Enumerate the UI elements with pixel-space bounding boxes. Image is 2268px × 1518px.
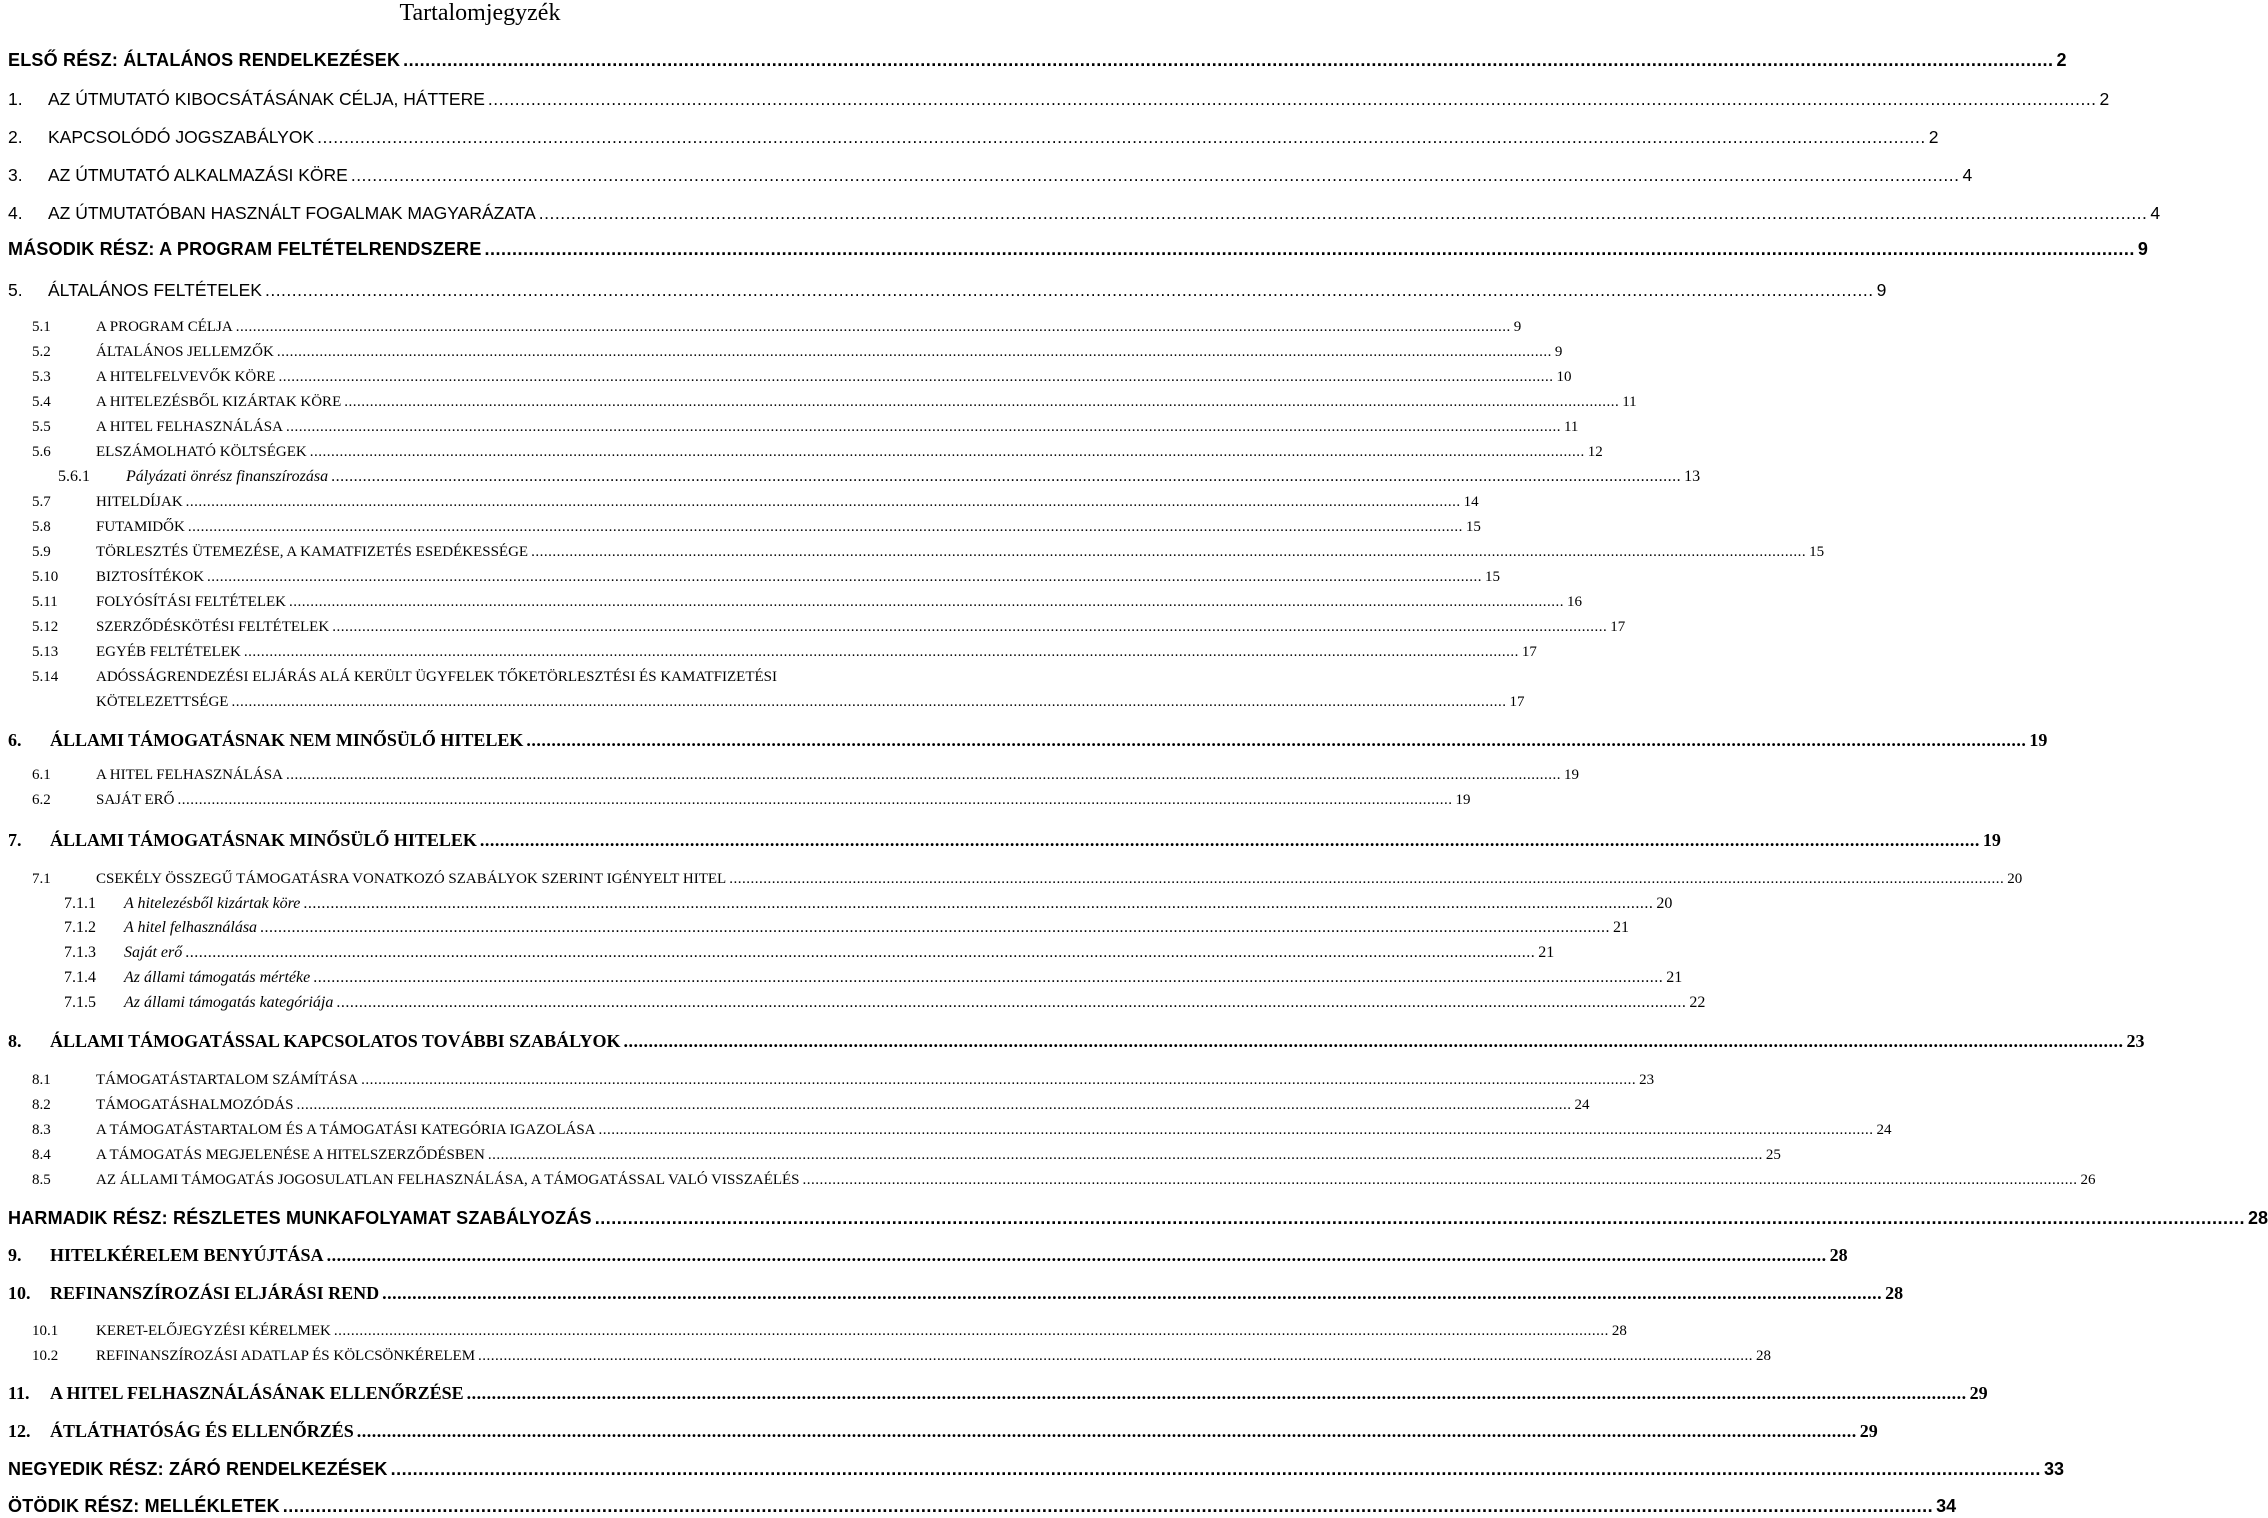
toc-entry-title: Az állami támogatás mértéke bbox=[124, 969, 311, 986]
dot-leader: ............................................................................................................................................................................................................................................................................................................ bbox=[526, 730, 2027, 750]
toc-entry[interactable] bbox=[0, 540, 1825, 564]
toc-entry[interactable] bbox=[0, 892, 1673, 916]
toc-entry-title: A hitel felhasználása bbox=[124, 919, 258, 936]
toc-entry-title: ÁLLAMI TÁMOGATÁSNAK MINŐSÜLŐ HITELEK bbox=[50, 830, 477, 850]
toc-entry-title: A HITEL FELHASZNÁLÁSA bbox=[96, 767, 283, 783]
toc-entry-title: HITELKÉRELEM BENYÚJTÁSA bbox=[50, 1245, 324, 1265]
dot-leader: ............................................................................................................................................................................................................................................................................................................ bbox=[276, 344, 1552, 360]
dot-leader: ............................................................................................................................................................................................................................................................................................................ bbox=[296, 1097, 1572, 1113]
toc-entry-title: ELSŐ RÉSZ: ÁLTALÁNOS RENDELKEZÉSEK bbox=[8, 50, 401, 70]
toc-page-number: 2 bbox=[2056, 50, 2067, 70]
dot-leader: ............................................................................................................................................................................................................................................................................................................ bbox=[282, 1496, 1934, 1516]
toc-entry-number: 4. bbox=[8, 203, 23, 223]
toc-entry-title: AZ ÚTMUTATÓ ALKALMAZÁSI KÖRE bbox=[48, 165, 348, 185]
dot-leader: ............................................................................................................................................................................................................................................................................................................ bbox=[260, 919, 1611, 936]
toc-entry[interactable] bbox=[0, 665, 960, 689]
dot-leader: ............................................................................................................................................................................................................................................................................................................ bbox=[285, 767, 1561, 783]
toc-entry-number: 7. bbox=[8, 830, 22, 850]
toc-entry[interactable] bbox=[0, 237, 2148, 261]
toc-entry[interactable] bbox=[0, 48, 2067, 72]
toc-entry-number: 5.8 bbox=[32, 519, 51, 535]
toc-entry-title: KERET-ELŐJEGYZÉSI KÉRELMEK bbox=[96, 1323, 331, 1339]
toc-page-number: 28 bbox=[2248, 1208, 2268, 1228]
toc-entry-title: AZ ÚTMUTATÓ KIBOCSÁTÁSÁNAK CÉLJA, HÁTTERE bbox=[48, 89, 485, 109]
dot-leader: ............................................................................................................................................................................................................................................................................................................ bbox=[623, 1031, 2124, 1051]
toc-entry[interactable] bbox=[0, 278, 1887, 302]
toc-entry-title: A HITELFELVEVŐK KÖRE bbox=[96, 369, 276, 385]
toc-entry-number: 8.1 bbox=[32, 1072, 51, 1088]
dot-leader: ............................................................................................................................................................................................................................................................................................................ bbox=[538, 203, 2148, 223]
toc-entry-number: 5.6 bbox=[32, 444, 51, 460]
toc-entry[interactable] bbox=[0, 465, 1701, 489]
toc-entry-title: TÁMOGATÁSHALMOZÓDÁS bbox=[96, 1097, 294, 1113]
toc-entry-number: 10. bbox=[8, 1283, 31, 1303]
toc-page-number: 4 bbox=[1962, 165, 1973, 185]
toc-entry[interactable] bbox=[0, 1168, 2096, 1192]
toc-page-number: 21 bbox=[1538, 944, 1555, 961]
toc-page-number: 28 bbox=[1756, 1348, 1772, 1364]
toc-entry-number: 5.9 bbox=[32, 544, 51, 560]
dot-leader: ............................................................................................................................................................................................................................................................................................................ bbox=[361, 1072, 1637, 1088]
toc-entry[interactable] bbox=[0, 365, 1572, 389]
toc-entry-title: HITELDÍJAK bbox=[96, 494, 183, 510]
toc-entry-number: 5.2 bbox=[32, 344, 51, 360]
toc-entry[interactable] bbox=[0, 615, 1626, 639]
toc-page-number: 28 bbox=[1885, 1283, 1904, 1303]
toc-entry[interactable] bbox=[0, 1457, 2064, 1481]
toc-page-number: 21 bbox=[1666, 969, 1683, 986]
toc-entry[interactable] bbox=[0, 87, 2110, 111]
toc-entry-number: 9. bbox=[8, 1245, 22, 1265]
toc-entry-title: ELSZÁMOLHATÓ KÖLTSÉGEK bbox=[96, 444, 307, 460]
toc-entry[interactable] bbox=[0, 565, 1501, 589]
toc-entry-number: 8.2 bbox=[32, 1097, 51, 1113]
toc-page-number: 17 bbox=[1509, 694, 1525, 710]
toc-entry-number: 8.5 bbox=[32, 1172, 51, 1188]
toc-entry-number: 7.1.3 bbox=[64, 944, 96, 961]
toc-entry[interactable] bbox=[0, 1494, 1957, 1518]
toc-entry-title: A HITEL FELHASZNÁLÁSÁNAK ELLENŐRZÉSE bbox=[50, 1383, 464, 1403]
dot-leader: ............................................................................................................................................................................................................................................................................................................ bbox=[531, 544, 1807, 560]
page-title: Tartalomjegyzék bbox=[399, 0, 561, 26]
toc-entry-title: TÖRLESZTÉS ÜTEMEZÉSE, A KAMATFIZETÉS ESEDÉKESSÉGE bbox=[96, 544, 529, 560]
toc-entry-title: REFINANSZÍROZÁSI ELJÁRÁSI REND bbox=[50, 1283, 380, 1303]
toc-page-number: 9 bbox=[1876, 280, 1887, 300]
dot-leader: ............................................................................................................................................................................................................................................................................................................ bbox=[309, 444, 1585, 460]
toc-page-number: 15 bbox=[1485, 569, 1501, 585]
toc-entry[interactable] bbox=[0, 991, 1706, 1015]
toc-entry[interactable] bbox=[0, 1419, 1878, 1443]
dot-leader: ............................................................................................................................................................................................................................................................................................................ bbox=[478, 1348, 1754, 1364]
dot-leader: ............................................................................................................................................................................................................................................................................................................ bbox=[317, 127, 1926, 147]
toc-entry[interactable] bbox=[0, 941, 1555, 965]
toc-entry[interactable] bbox=[0, 1118, 1892, 1142]
toc-entry-title: Saját erő bbox=[124, 944, 183, 961]
toc-entry-number: 10.1 bbox=[32, 1323, 59, 1339]
toc-page-number: 24 bbox=[1876, 1122, 1892, 1138]
toc-entry-number: 5.13 bbox=[32, 644, 59, 660]
toc-entry-title: A HITELEZÉSBŐL KIZÁRTAK KÖRE bbox=[96, 394, 342, 410]
dot-leader: ............................................................................................................................................................................................................................................................................................................ bbox=[231, 694, 1507, 710]
toc-entry[interactable] bbox=[0, 966, 1683, 990]
toc-entry-number: 6.2 bbox=[32, 792, 51, 808]
dot-leader: ............................................................................................................................................................................................................................................................................................................ bbox=[484, 239, 2135, 259]
toc-entry[interactable] bbox=[0, 1319, 1627, 1343]
toc-entry[interactable] bbox=[0, 163, 1973, 187]
toc-entry[interactable] bbox=[0, 201, 2161, 225]
toc-page-number: 11 bbox=[1622, 394, 1637, 410]
dot-leader: ............................................................................................................................................................................................................................................................................................................ bbox=[243, 644, 1519, 660]
toc-entry-title: KAPCSOLÓDÓ JOGSZABÁLYOK bbox=[48, 127, 315, 147]
toc-entry-title: ADÓSSÁGRENDEZÉSI ELJÁRÁS ALÁ KERÜLT ÜGYFELEK TŐKETÖRLESZTÉSI ÉS KAMATFIZETÉSI bbox=[96, 669, 777, 685]
toc-page-number: 19 bbox=[1455, 792, 1471, 808]
toc-entry-title: ÁLTALÁNOS JELLEMZŐK bbox=[96, 344, 274, 360]
toc-entry[interactable] bbox=[0, 1029, 2145, 1053]
toc-entry[interactable] bbox=[0, 1243, 1848, 1267]
toc-entry-number: 7.1.1 bbox=[64, 895, 96, 912]
toc-entry-number: 8. bbox=[8, 1031, 22, 1051]
toc-entry[interactable] bbox=[0, 1068, 1655, 1092]
toc-entry-title: ÁTLÁTHATÓSÁG ÉS ELLENŐRZÉS bbox=[50, 1421, 354, 1441]
dot-leader: ............................................................................................................................................................................................................................................................................................................ bbox=[264, 280, 1874, 300]
toc-entry-number: 6. bbox=[8, 730, 22, 750]
toc-entry-title: FOLYÓSÍTÁSI FELTÉTELEK bbox=[96, 594, 287, 610]
toc-entry-number: 8.3 bbox=[32, 1122, 51, 1138]
toc-page-number: 24 bbox=[1574, 1097, 1590, 1113]
toc-page-number: 19 bbox=[2029, 730, 2048, 750]
toc-page-number: 28 bbox=[1611, 1323, 1627, 1339]
toc-entry-title: HARMADIK RÉSZ: RÉSZLETES MUNKAFOLYAMAT SZABÁLYOZÁS bbox=[8, 1208, 592, 1228]
toc-page-number: 9 bbox=[1513, 319, 1522, 335]
toc-page-number: 21 bbox=[1613, 919, 1630, 936]
toc-entry[interactable] bbox=[0, 125, 1939, 149]
dot-leader: ............................................................................................................................................................................................................................................................................................................ bbox=[344, 394, 1620, 410]
toc-entry-number: 8.4 bbox=[32, 1147, 51, 1163]
toc-entry-title: AZ ÁLLAMI TÁMOGATÁS JOGOSULATLAN FELHASZNÁLÁSA, A TÁMOGATÁSSAL VALÓ VISSZAÉLÉS bbox=[96, 1172, 800, 1188]
toc-entry-number: 5.10 bbox=[32, 569, 59, 585]
toc-entry[interactable] bbox=[0, 1281, 1904, 1305]
toc-entry-title: A HITEL FELHASZNÁLÁSA bbox=[96, 419, 283, 435]
toc-entry-title: ÁLLAMI TÁMOGATÁSNAK NEM MINŐSÜLŐ HITELEK bbox=[50, 730, 524, 750]
dot-leader: ............................................................................................................................................................................................................................................................................................................ bbox=[479, 830, 1980, 850]
toc-entry[interactable] bbox=[0, 440, 1603, 464]
toc-entry-title: Az állami támogatás kategóriája bbox=[124, 994, 334, 1011]
dot-leader: ............................................................................................................................................................................................................................................................................................................ bbox=[289, 594, 1565, 610]
toc-entry[interactable] bbox=[0, 590, 1583, 614]
toc-entry-number: 5.11 bbox=[32, 594, 58, 610]
toc-page-number: 2 bbox=[1928, 127, 1939, 147]
dot-leader: ............................................................................................................................................................................................................................................................................................................ bbox=[466, 1383, 1967, 1403]
toc-entry-number: 5.12 bbox=[32, 619, 59, 635]
toc-entry-number: 7.1.2 bbox=[64, 919, 96, 936]
dot-leader: ............................................................................................................................................................................................................................................................................................................ bbox=[729, 871, 2005, 887]
toc-page-number: 25 bbox=[1765, 1147, 1781, 1163]
toc-entry-title: NEGYEDIK RÉSZ: ZÁRÓ RENDELKEZÉSEK bbox=[8, 1459, 388, 1479]
toc-entry-title: A TÁMOGATÁS MEGJELENÉSE A HITELSZERZŐDÉSBEN bbox=[96, 1147, 485, 1163]
toc-entry-title: A hitelezésből kizártak köre bbox=[124, 895, 301, 912]
toc-entry[interactable] bbox=[0, 340, 1563, 364]
toc-entry-title: ÁLTALÁNOS FELTÉTELEK bbox=[48, 280, 262, 300]
toc-entry-number: 5.5 bbox=[32, 419, 51, 435]
toc-entry[interactable] bbox=[0, 490, 1479, 514]
dot-leader: ............................................................................................................................................................................................................................................................................................................ bbox=[207, 569, 1483, 585]
toc-entry-number: 7.1.4 bbox=[64, 969, 96, 986]
toc-page-number: 28 bbox=[1829, 1245, 1848, 1265]
toc-entry-title: EGYÉB FELTÉTELEK bbox=[96, 644, 241, 660]
dot-leader: ............................................................................................................................................................................................................................................................................................................ bbox=[594, 1208, 2245, 1228]
toc-page-number: 26 bbox=[2080, 1172, 2096, 1188]
toc-entry-title: MÁSODIK RÉSZ: A PROGRAM FELTÉTELRENDSZERE bbox=[8, 239, 482, 259]
dot-leader: ............................................................................................................................................................................................................................................................................................................ bbox=[333, 1323, 1609, 1339]
toc-entry-title: A PROGRAM CÉLJA bbox=[96, 319, 233, 335]
toc-entry[interactable] bbox=[0, 640, 1537, 664]
toc-page-number: 19 bbox=[1563, 767, 1579, 783]
dot-leader: ............................................................................................................................................................................................................................................................................................................ bbox=[382, 1283, 1883, 1303]
toc-page-number: 17 bbox=[1610, 619, 1626, 635]
dot-leader: ............................................................................................................................................................................................................................................................................................................ bbox=[326, 1245, 1827, 1265]
toc-entry-number: 5.6.1 bbox=[58, 468, 90, 485]
toc-entry-title: REFINANSZÍROZÁSI ADATLAP ÉS KÖLCSÖNKÉRELEM bbox=[96, 1348, 476, 1364]
dot-leader: ............................................................................................................................................................................................................................................................................................................ bbox=[185, 944, 1536, 961]
toc-entry-title: CSEKÉLY ÖSSZEGŰ TÁMOGATÁSRA VONATKOZÓ SZABÁLYOK SZERINT IGÉNYELT HITEL bbox=[96, 871, 727, 887]
toc-page-number: 15 bbox=[1809, 544, 1825, 560]
toc-entry-number: 10.2 bbox=[32, 1348, 59, 1364]
toc-entry[interactable] bbox=[0, 1143, 1781, 1167]
toc-entry[interactable] bbox=[0, 515, 1481, 539]
toc-page-number: 19 bbox=[1982, 830, 2001, 850]
toc-entry-title: BIZTOSÍTÉKOK bbox=[96, 569, 205, 585]
toc-entry-continuation[interactable] bbox=[0, 690, 1525, 714]
toc-page-number: 29 bbox=[1969, 1383, 1988, 1403]
toc-entry[interactable] bbox=[0, 390, 1637, 414]
dot-leader: ............................................................................................................................................................................................................................................................................................................ bbox=[350, 165, 1960, 185]
toc-entry[interactable] bbox=[0, 415, 1579, 439]
dot-leader: ............................................................................................................................................................................................................................................................................................................ bbox=[303, 895, 1654, 912]
toc-entry[interactable] bbox=[0, 763, 1579, 787]
dot-leader: ............................................................................................................................................................................................................................................................................................................ bbox=[332, 619, 1608, 635]
dot-leader: ............................................................................................................................................................................................................................................................................................................ bbox=[185, 494, 1461, 510]
toc-page-number: 17 bbox=[1521, 644, 1537, 660]
toc-entry[interactable] bbox=[0, 1206, 2268, 1230]
toc-page-number: 15 bbox=[1465, 519, 1481, 535]
dot-leader: ............................................................................................................................................................................................................................................................................................................ bbox=[598, 1122, 1874, 1138]
toc-entry[interactable] bbox=[0, 788, 1471, 812]
toc-entry-title: Pályázati önrész finanszírozása bbox=[126, 468, 329, 485]
dot-leader: ............................................................................................................................................................................................................................................................................................................ bbox=[235, 319, 1511, 335]
toc-page-number: 13 bbox=[1684, 468, 1701, 485]
dot-leader: ............................................................................................................................................................................................................................................................................................................ bbox=[278, 369, 1554, 385]
toc-page-number: 22 bbox=[1689, 994, 1706, 1011]
toc-entry-title: A TÁMOGATÁSTARTALOM ÉS A TÁMOGATÁSI KATEGÓRIA IGAZOLÁSA bbox=[96, 1122, 596, 1138]
toc-page-number: 10 bbox=[1556, 369, 1572, 385]
toc-entry[interactable] bbox=[0, 916, 1630, 940]
dot-leader: ............................................................................................................................................................................................................................................................................................................ bbox=[177, 792, 1453, 808]
toc-page-number: 9 bbox=[1554, 344, 1563, 360]
toc-entry[interactable] bbox=[0, 728, 2048, 752]
toc-entry-number: 2. bbox=[8, 127, 23, 147]
toc-entry[interactable] bbox=[0, 867, 2023, 891]
toc-entry-number: 11. bbox=[8, 1383, 30, 1403]
toc-page-number: 4 bbox=[2150, 203, 2161, 223]
toc-page-number: 34 bbox=[1936, 1496, 1957, 1516]
toc-entry[interactable] bbox=[0, 828, 2001, 852]
dot-leader: ............................................................................................................................................................................................................................................................................................................ bbox=[356, 1421, 1857, 1441]
toc-entry[interactable] bbox=[0, 1093, 1590, 1117]
toc-entry-number: 7.1 bbox=[32, 871, 51, 887]
toc-entry-title: TÁMOGATÁSTARTALOM SZÁMÍTÁSA bbox=[96, 1072, 359, 1088]
toc-page-number: 23 bbox=[2126, 1031, 2145, 1051]
dot-leader: ............................................................................................................................................................................................................................................................................................................ bbox=[313, 969, 1664, 986]
toc-entry-number: 5.1 bbox=[32, 319, 51, 335]
toc-page-number: 29 bbox=[1859, 1421, 1878, 1441]
dot-leader: ............................................................................................................................................................................................................................................................................................................ bbox=[187, 519, 1463, 535]
toc-entry-number: 12. bbox=[8, 1421, 31, 1441]
toc-page-number: 33 bbox=[2043, 1459, 2064, 1479]
dot-leader: ............................................................................................................................................................................................................................................................................................................ bbox=[336, 994, 1687, 1011]
dot-leader: ............................................................................................................................................................................................................................................................................................................ bbox=[331, 468, 1682, 485]
toc-entry-title: SZERZŐDÉSKÖTÉSI FELTÉTELEK bbox=[96, 619, 330, 635]
toc-entry-title: FUTAMIDŐK bbox=[96, 519, 185, 535]
dot-leader: ............................................................................................................................................................................................................................................................................................................ bbox=[403, 50, 2054, 70]
toc-entry-number: 1. bbox=[8, 89, 23, 109]
toc-page-number: 23 bbox=[1639, 1072, 1655, 1088]
toc-page-number: 9 bbox=[2137, 239, 2148, 259]
toc-entry-title: AZ ÚTMUTATÓBAN HASZNÁLT FOGALMAK MAGYARÁZATA bbox=[48, 203, 536, 223]
toc-page-number: 2 bbox=[2099, 89, 2110, 109]
toc-page-number: 20 bbox=[1656, 895, 1673, 912]
toc-page-number: 12 bbox=[1587, 444, 1603, 460]
toc-page-number: 14 bbox=[1463, 494, 1479, 510]
toc-entry-number: 7.1.5 bbox=[64, 994, 96, 1011]
dot-leader: ............................................................................................................................................................................................................................................................................................................ bbox=[487, 1147, 1763, 1163]
toc-entry-number: 5.14 bbox=[32, 669, 59, 685]
toc-entry[interactable] bbox=[0, 1381, 1988, 1405]
toc-entry-number: 5. bbox=[8, 280, 23, 300]
toc-entry-title: ÁLLAMI TÁMOGATÁSSAL KAPCSOLATOS TOVÁBBI SZABÁLYOK bbox=[50, 1031, 621, 1051]
toc-entry-title: ÖTÖDIK RÉSZ: MELLÉKLETEK bbox=[8, 1496, 280, 1516]
dot-leader: ............................................................................................................................................................................................................................................................................................................ bbox=[487, 89, 2097, 109]
toc-entry-number: 5.4 bbox=[32, 394, 51, 410]
toc-entry-number: 6.1 bbox=[32, 767, 51, 783]
toc-entry-number: 5.7 bbox=[32, 494, 51, 510]
dot-leader: ............................................................................................................................................................................................................................................................................................................ bbox=[285, 419, 1561, 435]
toc-page-number: 16 bbox=[1567, 594, 1583, 610]
dot-leader: ............................................................................................................................................................................................................................................................................................................ bbox=[802, 1172, 2078, 1188]
toc-page-number: 20 bbox=[2007, 871, 2023, 887]
toc-page-number: 11 bbox=[1563, 419, 1579, 435]
dot-leader: ............................................................................................................................................................................................................................................................................................................ bbox=[390, 1459, 2041, 1479]
toc-entry-number: 5.3 bbox=[32, 369, 51, 385]
toc-entry-number: 3. bbox=[8, 165, 23, 185]
toc-entry[interactable] bbox=[0, 315, 1522, 339]
toc-entry-title-continued: KÖTELEZETTSÉGE bbox=[96, 694, 229, 710]
toc-entry-title: SAJÁT ERŐ bbox=[96, 792, 175, 808]
toc-entry[interactable] bbox=[0, 1344, 1772, 1368]
